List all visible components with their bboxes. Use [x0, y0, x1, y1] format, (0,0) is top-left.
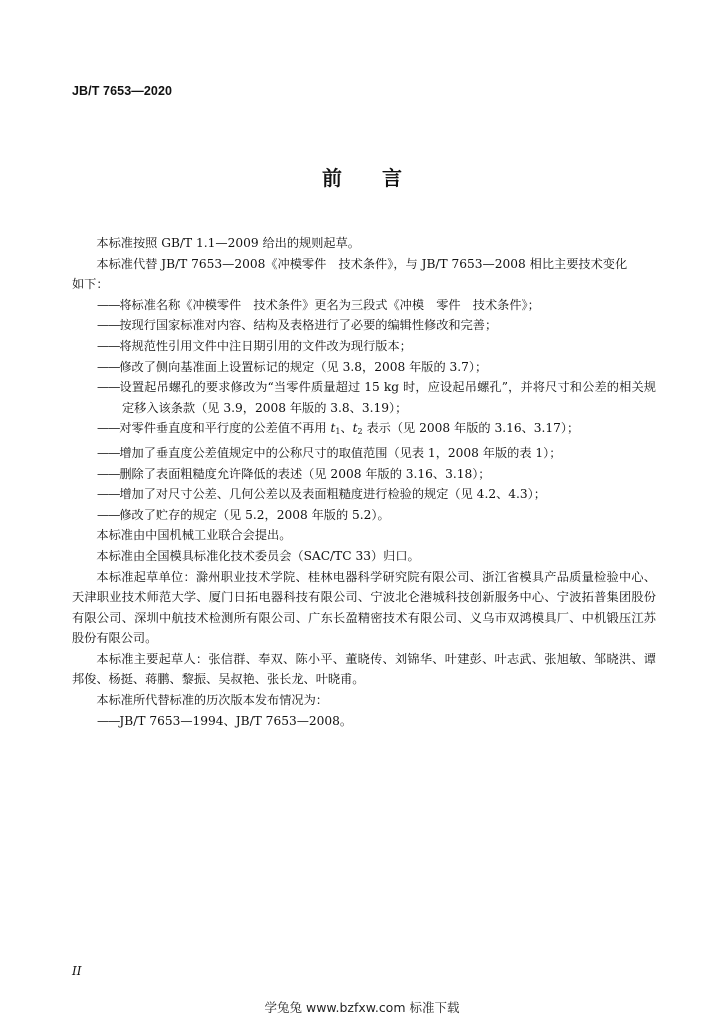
dash-mark: ——: [97, 359, 120, 374]
dash-mark: ——: [97, 487, 120, 502]
change-item: [72, 505, 656, 526]
change-item: [72, 357, 656, 378]
paragraph-drafters: 本标准主要起草人：张信群、奉双、陈小平、董晓传、刘锦华、叶建彭、叶志武、张旭敏、邹晓洪、谭邦俊、杨挺、蒋鹏、黎振、吴叔艳、张长龙、叶晓甫。: [72, 651, 656, 687]
dash-mark: ——: [97, 466, 120, 481]
paragraph-replaces: [72, 254, 656, 295]
change-text: 删除了表面粗糙度允许降低的表述（见 2008 年版的 3.16、3.18）；: [119, 466, 491, 481]
change-text-suffix: 表示（见 2008 年版的 3.16、3.17）；: [362, 421, 580, 436]
dash-mark: ——: [97, 318, 120, 333]
foreword-body: [72, 233, 656, 731]
dash-mark: ——: [97, 421, 120, 436]
change-item: [72, 464, 656, 485]
change-text: 修改了贮存的规定（见 5.2，2008 年版的 5.2）。: [119, 507, 390, 522]
paragraph-replaces-line1: 本标准代替 JB/T 7653—2008《冲模零件 技术条件》，与 JB/T 7653—2008 相比主要技术变化: [96, 256, 628, 271]
change-text: 按现行国家标准对内容、结构及表格进行了必要的编辑性修改和完善；: [119, 318, 498, 333]
change-item: [72, 418, 656, 443]
symbol-t: t: [330, 421, 336, 436]
standard-number: JB/T 7653—2020: [72, 84, 173, 98]
change-item: [72, 484, 656, 505]
change-text-prefix: 对零件垂直度和平行度的公差值不再用: [119, 421, 331, 436]
paragraph-replaces-line2: 如下：: [72, 277, 109, 292]
change-text: 设置起吊螺孔的要求修改为“当零件质量超过 15 kg 时，应设起吊螺孔”，并将尺寸和公差的相关规定移入该条款（见 3.9，2008 年版的 3.8、3.19）；: [119, 380, 656, 415]
dash-mark: ——: [97, 445, 120, 460]
change-text: 增加了垂直度公差值规定中的公称尺寸的取值范围（见表 1，2008 年版的表 1）；: [119, 445, 562, 460]
paragraph-proposer: 本标准由中国机械工业联合会提出。: [96, 528, 292, 543]
paragraph-committee: 本标准由全国模具标准化技术委员会（SAC/TC 33）归口。: [96, 548, 420, 563]
subscript-2: 2: [357, 427, 363, 437]
dash-mark: ——: [97, 507, 120, 522]
symbol-separator: 、: [340, 421, 353, 436]
change-text: 将规范性引用文件中注日期引用的文件改为现行版本；: [119, 338, 412, 353]
change-item: [72, 295, 656, 316]
change-item: [72, 336, 656, 357]
change-item: [72, 377, 656, 418]
history-text: JB/T 7653—1994、JB/T 7653—2008。: [119, 713, 353, 728]
paragraph-history-intro: 本标准所代替标准的历次版本发布情况为：: [96, 693, 328, 708]
change-text: 将标准名称《冲模零件 技术条件》更名为三段式《冲模 零件 技术条件》；: [119, 297, 540, 312]
footer-watermark: 学兔兔 www.bzfxw.com 标准下载: [264, 1000, 460, 1015]
page-number: II: [72, 964, 82, 978]
dash-mark: ——: [97, 338, 120, 353]
history-item: [72, 711, 656, 732]
change-item: [72, 315, 656, 336]
page-title: 前 言: [322, 166, 402, 190]
subscript-1: 1: [335, 427, 341, 437]
change-item: [72, 443, 656, 464]
dash-mark: ——: [97, 380, 120, 395]
paragraph-drafting-units: 本标准起草单位：滁州职业技术学院、桂林电器科学研究院有限公司、浙江省模具产品质量检验中心、天津职业技术师范大学、厦门日拓电器科技有限公司、宁波北仑港城科技创新服务中心、宁波拓普集团股份有限公司、深圳中航技术检测所有限公司、广东长盈精密技术有限公司、义乌市双鸿模具厂、中机锻压江苏股份有限公司。: [72, 569, 656, 646]
dash-mark: ——: [97, 297, 120, 312]
change-text: 增加了对尺寸公差、几何公差以及表面粗糙度进行检验的规定（见 4.2、4.3）；: [119, 487, 546, 502]
change-text: 修改了侧向基准面上设置标记的规定（见 3.8，2008 年版的 3.7）；: [119, 359, 488, 374]
dash-mark: ——: [97, 713, 120, 728]
symbol-t: t: [352, 421, 358, 436]
paragraph-drafting-rules: 本标准按照 GB/T 1.1—2009 给出的规则起草。: [96, 236, 360, 250]
